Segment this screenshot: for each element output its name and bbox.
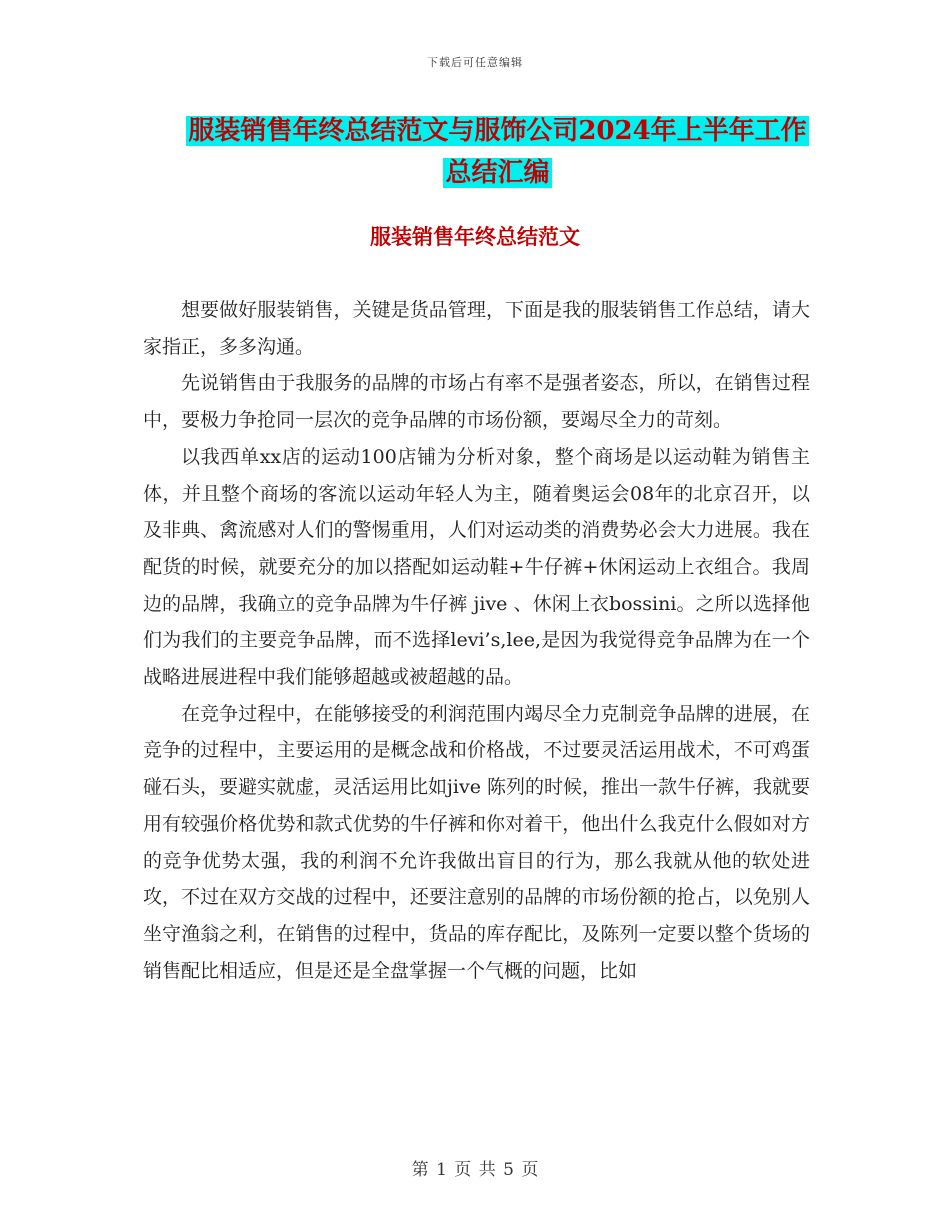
page-number: 第 1 页 共 5 页	[411, 1160, 539, 1180]
section-title: 服装销售年终总结范文	[370, 224, 580, 249]
page-header-note: 下载后可任意编辑	[427, 56, 523, 69]
body-paragraph: 先说销售由于我服务的品牌的市场占有率不是强者姿态，所以，在销售过程中，要极力争抢同一层次的竞争品牌的市场份额，要竭尽全力的苛刻。	[143, 372, 810, 432]
body-paragraph: 想要做好服装销售，关键是货品管理，下面是我的服装销售工作总结，请大家指正，多多沟通。	[143, 299, 810, 358]
document-title	[185, 110, 810, 194]
body-paragraph: 以我西单xx店的运动100店铺为分析对象，整个商场是以运动鞋为销售主体，并且整个商场的客流以运动年轻人为主，随着奥运会08年的北京召开，以及非典、禽流感对人们的警惕重用，人们对运动类的消费势必会大力进展。我在配货的时候，就要充分的加以搭配如运动鞋+牛仔裤+休闲运动上衣组合。我周边的品牌，我确立的竞争品牌为牛仔裤 jive 、休闲上衣bossini。之所以选择他们为我们的主要竞争品牌，而不选择levi’s,lee,是因为我觉得竞争品牌为在一个战略进展进程中我们能够超越或被超越的品。	[143, 445, 810, 689]
document-title-text: 服装销售年终总结范文与服饰公司2024年上半年工作总结汇编	[188, 116, 807, 188]
document-body	[143, 292, 810, 989]
body-paragraph: 在竞争过程中，在能够接受的利润范围内竭尽全力克制竞争品牌的进展，在竞争的过程中，主要运用的是概念战和价格战，不过要灵活运用战术，不可鸡蛋碰石头，要避实就虚，灵活运用比如jive 陈列的时候，推出一款牛仔裤，我就要用有较强价格优势和款式优势的牛仔裤和你对着干，他出什么我克什么假如对方的竞争优势太强，我的利润不允许我做出盲目的行为，那么我就从他的软处进攻，不过在双方交战的过程中，还要注意别的品牌的市场份额的抢占，以免别人坐守渔翁之利，在销售的过程中，货品的库存配比，及陈列一定要以整个货场的销售配比相适应，但是还是全盘掌握一个气概的问题，比如	[143, 702, 810, 982]
